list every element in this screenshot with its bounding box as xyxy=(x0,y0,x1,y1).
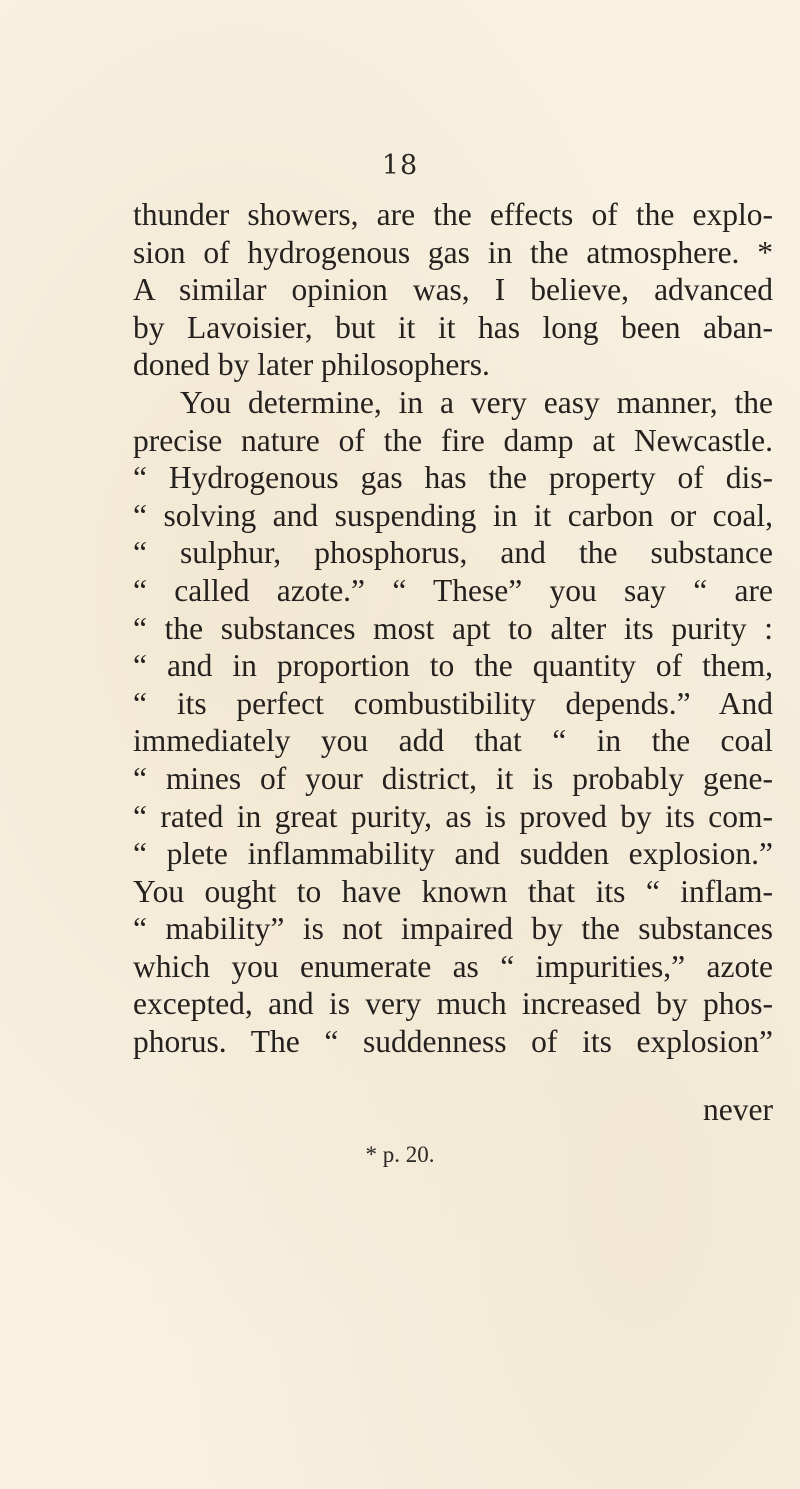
text-line: “ sulphur, phosphorus, and the substance xyxy=(133,535,773,571)
text-line: by Lavoisier, but it it has long been aban- xyxy=(133,309,773,345)
text-line: “ rated in great purity, as is proved by its com- xyxy=(133,798,773,834)
text-line: thunder showers, are the effects of the explo- xyxy=(133,197,773,232)
page-number: 18 xyxy=(381,150,419,181)
text-line: “ called azote.” “ These” you say “ are xyxy=(133,572,773,608)
text-line: “ mability” is not impaired by the substances xyxy=(133,911,773,947)
text-line: “ solving and suspending in it carbon or coal, xyxy=(133,497,773,533)
text-line: doned by later philosophers. xyxy=(133,347,490,383)
text-line: You ought to have known that its “ inflam- xyxy=(133,873,773,909)
text-line: “ Hydrogenous gas has the property of dis- xyxy=(133,460,773,496)
text-line: “ and in proportion to the quantity of them, xyxy=(133,648,773,684)
text-line: A similar opinion was, I believe, advanced xyxy=(133,272,773,308)
text-line: sion of hydrogenous gas in the atmosphere. * xyxy=(133,234,773,270)
catchword: never xyxy=(703,1092,773,1127)
text-line: “ plete inflammability and sudden explosion.” xyxy=(133,836,773,872)
text-line: precise nature of the fire damp at Newcastle. xyxy=(133,422,773,458)
text-line: immediately you add that “ in the coal xyxy=(133,723,773,759)
text-line: which you enumerate as “ impurities,” azote xyxy=(133,948,773,984)
text-line: excepted, and is very much increased by phos- xyxy=(133,986,773,1022)
text-line: “ mines of your district, it is probably gene- xyxy=(133,760,773,796)
text-line: “ its perfect combustibility depends.” And xyxy=(133,685,773,721)
text-line: “ the substances most apt to alter its purity : xyxy=(133,610,773,646)
footnote: * p. 20. xyxy=(365,1142,435,1167)
text-line: You determine, in a very easy manner, the xyxy=(180,384,773,420)
body-text xyxy=(133,196,773,1061)
text-line: phorus. The “ suddenness of its explosion” xyxy=(133,1024,773,1060)
